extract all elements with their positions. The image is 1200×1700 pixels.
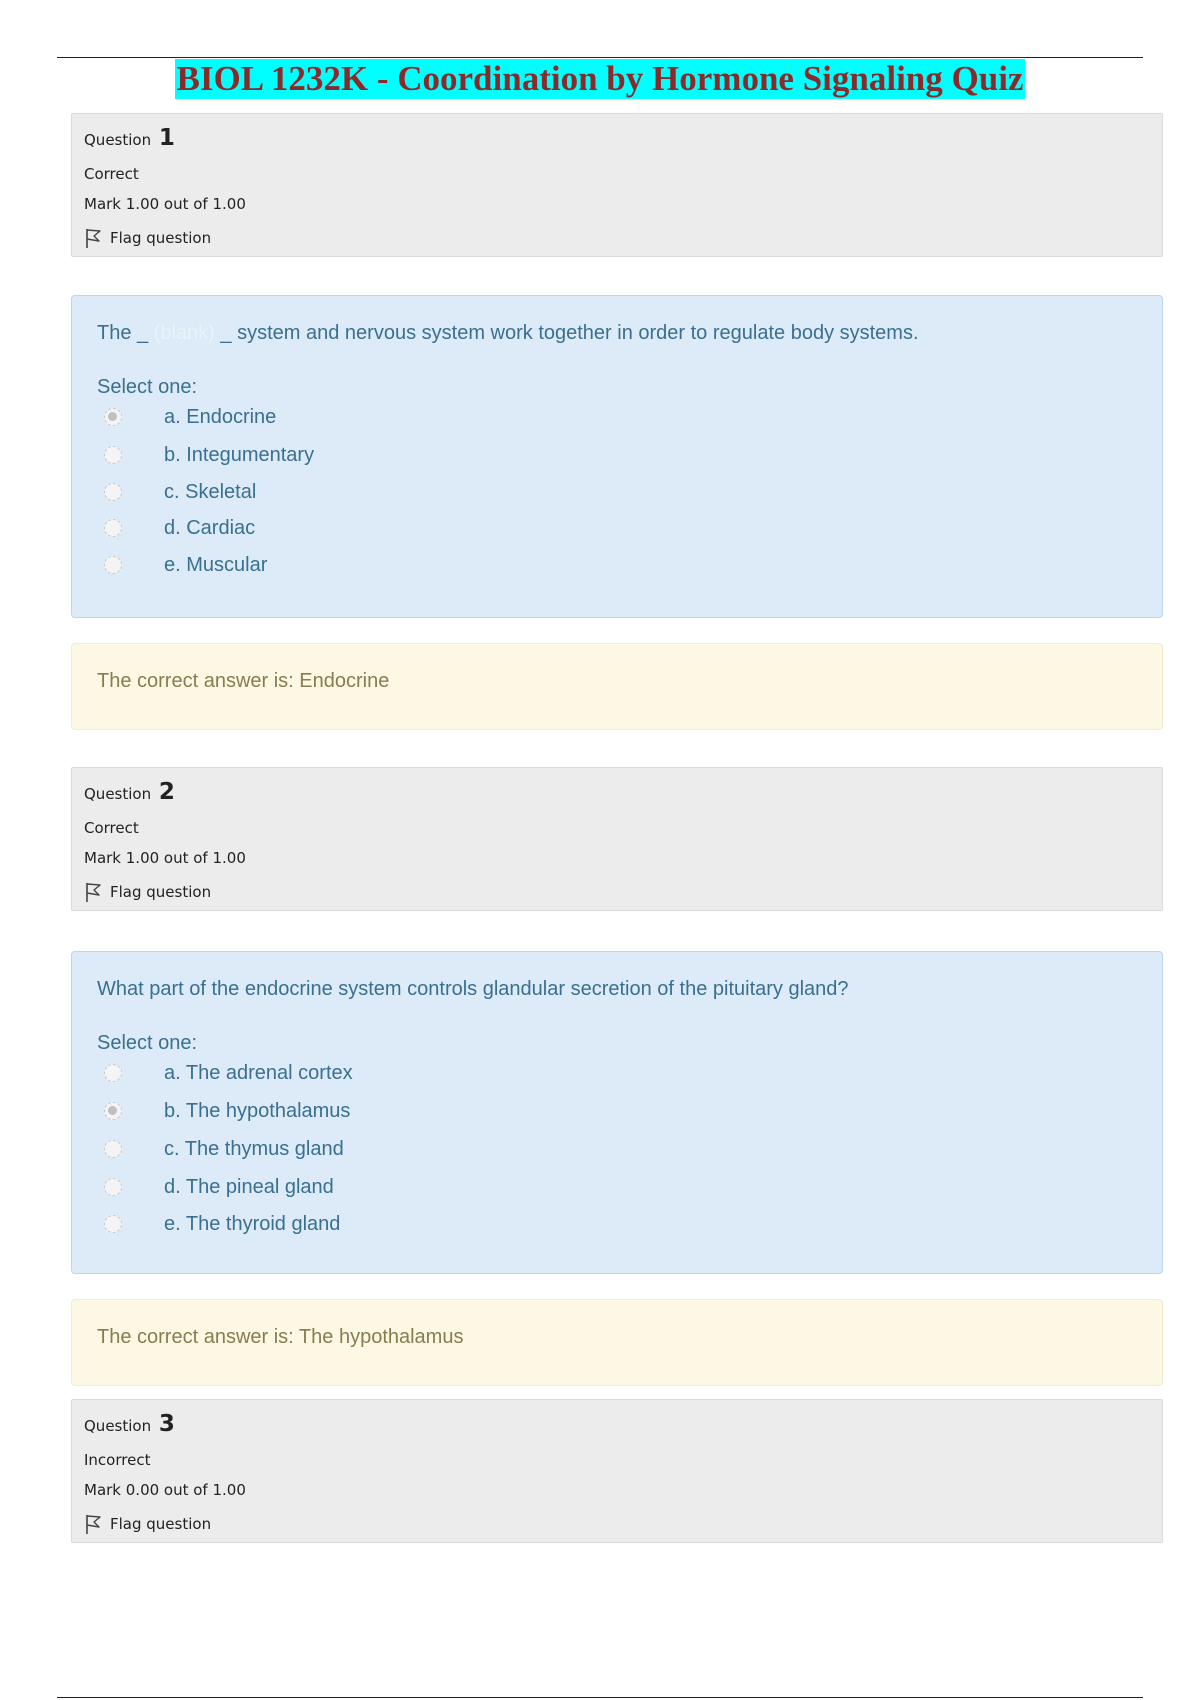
answer-option[interactable] bbox=[104, 552, 267, 578]
answer-option-label: e. The thyroid gland bbox=[164, 1213, 341, 1235]
flag-question-link[interactable] bbox=[84, 1513, 211, 1535]
radio-button[interactable] bbox=[104, 483, 122, 501]
answer-option-label: c. The thymus gland bbox=[164, 1138, 344, 1160]
question-1-info bbox=[71, 113, 1163, 257]
answer-option-label: a. The adrenal cortex bbox=[164, 1062, 353, 1084]
question-number-value: 1 bbox=[158, 125, 175, 151]
select-one-prompt: Select one: bbox=[97, 1032, 198, 1054]
document-title: BIOL 1232K - Coordination by Hormone Signaling Quiz bbox=[176, 59, 1024, 98]
radio-button[interactable] bbox=[104, 1178, 122, 1196]
answer-option-label: e. Muscular bbox=[164, 554, 268, 576]
radio-button[interactable] bbox=[104, 1140, 122, 1158]
radio-button[interactable] bbox=[104, 446, 122, 464]
radio-button[interactable] bbox=[104, 408, 122, 426]
radio-button[interactable] bbox=[104, 1102, 122, 1120]
top-rule bbox=[57, 57, 1143, 58]
answer-option[interactable] bbox=[104, 515, 255, 541]
flag-question-link[interactable] bbox=[84, 881, 211, 903]
question-state: Correct bbox=[84, 165, 139, 183]
flag-icon bbox=[84, 227, 104, 249]
question-number-value: 2 bbox=[158, 779, 175, 805]
question-1-feedback bbox=[71, 643, 1163, 730]
correct-answer-text: The correct answer is: The hypothalamus bbox=[97, 1326, 464, 1348]
question-grade: Mark 1.00 out of 1.00 bbox=[84, 195, 246, 213]
answer-option[interactable] bbox=[104, 1174, 334, 1200]
question-2-formulation bbox=[71, 951, 1163, 1274]
answer-option-label: d. Cardiac bbox=[164, 517, 256, 539]
flag-question-label: Flag question bbox=[110, 1515, 212, 1533]
answer-option-label: c. Skeletal bbox=[164, 481, 257, 503]
answer-option-label: a. Endocrine bbox=[164, 406, 277, 428]
answer-option-label: b. The hypothalamus bbox=[164, 1100, 351, 1122]
question-label: Question bbox=[84, 1417, 152, 1435]
radio-button[interactable] bbox=[104, 1064, 122, 1082]
question-2-feedback bbox=[71, 1299, 1163, 1386]
radio-button[interactable] bbox=[104, 1215, 122, 1233]
radio-button[interactable] bbox=[104, 556, 122, 574]
answer-option[interactable] bbox=[104, 404, 276, 430]
answer-option[interactable] bbox=[104, 1211, 340, 1237]
answer-option-label: d. The pineal gland bbox=[164, 1176, 334, 1198]
question-2-info bbox=[71, 767, 1163, 911]
question-number bbox=[84, 780, 175, 806]
question-number bbox=[84, 126, 175, 152]
flag-icon bbox=[84, 881, 104, 903]
question-text: What part of the endocrine system controls glandular secretion of the pituitary gland? bbox=[97, 978, 849, 1000]
question-label: Question bbox=[84, 785, 152, 803]
question-grade: Mark 0.00 out of 1.00 bbox=[84, 1481, 246, 1499]
question-state: Correct bbox=[84, 819, 139, 837]
bottom-rule bbox=[57, 1697, 1143, 1698]
flag-question-link[interactable] bbox=[84, 227, 211, 249]
question-1-formulation bbox=[71, 295, 1163, 618]
radio-button[interactable] bbox=[104, 519, 122, 537]
correct-answer-text: The correct answer is: Endocrine bbox=[97, 670, 390, 692]
question-grade: Mark 1.00 out of 1.00 bbox=[84, 849, 246, 867]
question-text-after: _ system and nervous system work together in order to regulate body systems. bbox=[220, 322, 919, 344]
title-container bbox=[0, 59, 1200, 99]
question-3-info bbox=[71, 1399, 1163, 1543]
answer-option[interactable] bbox=[104, 1136, 344, 1162]
question-text-blank: (blank) bbox=[153, 322, 215, 344]
select-one-prompt: Select one: bbox=[97, 376, 198, 398]
question-text-before: The _ bbox=[97, 322, 149, 344]
answer-option[interactable] bbox=[104, 1098, 350, 1124]
question-label: Question bbox=[84, 131, 152, 149]
answer-option[interactable] bbox=[104, 442, 314, 468]
answer-option[interactable] bbox=[104, 1060, 353, 1086]
question-state: Incorrect bbox=[84, 1451, 151, 1469]
flag-question-label: Flag question bbox=[110, 883, 212, 901]
question-number-value: 3 bbox=[158, 1411, 175, 1437]
answer-option-label: b. Integumentary bbox=[164, 444, 315, 466]
flag-icon bbox=[84, 1513, 104, 1535]
question-text bbox=[97, 320, 919, 346]
flag-question-label: Flag question bbox=[110, 229, 212, 247]
question-number bbox=[84, 1412, 175, 1438]
answer-option[interactable] bbox=[104, 479, 256, 505]
